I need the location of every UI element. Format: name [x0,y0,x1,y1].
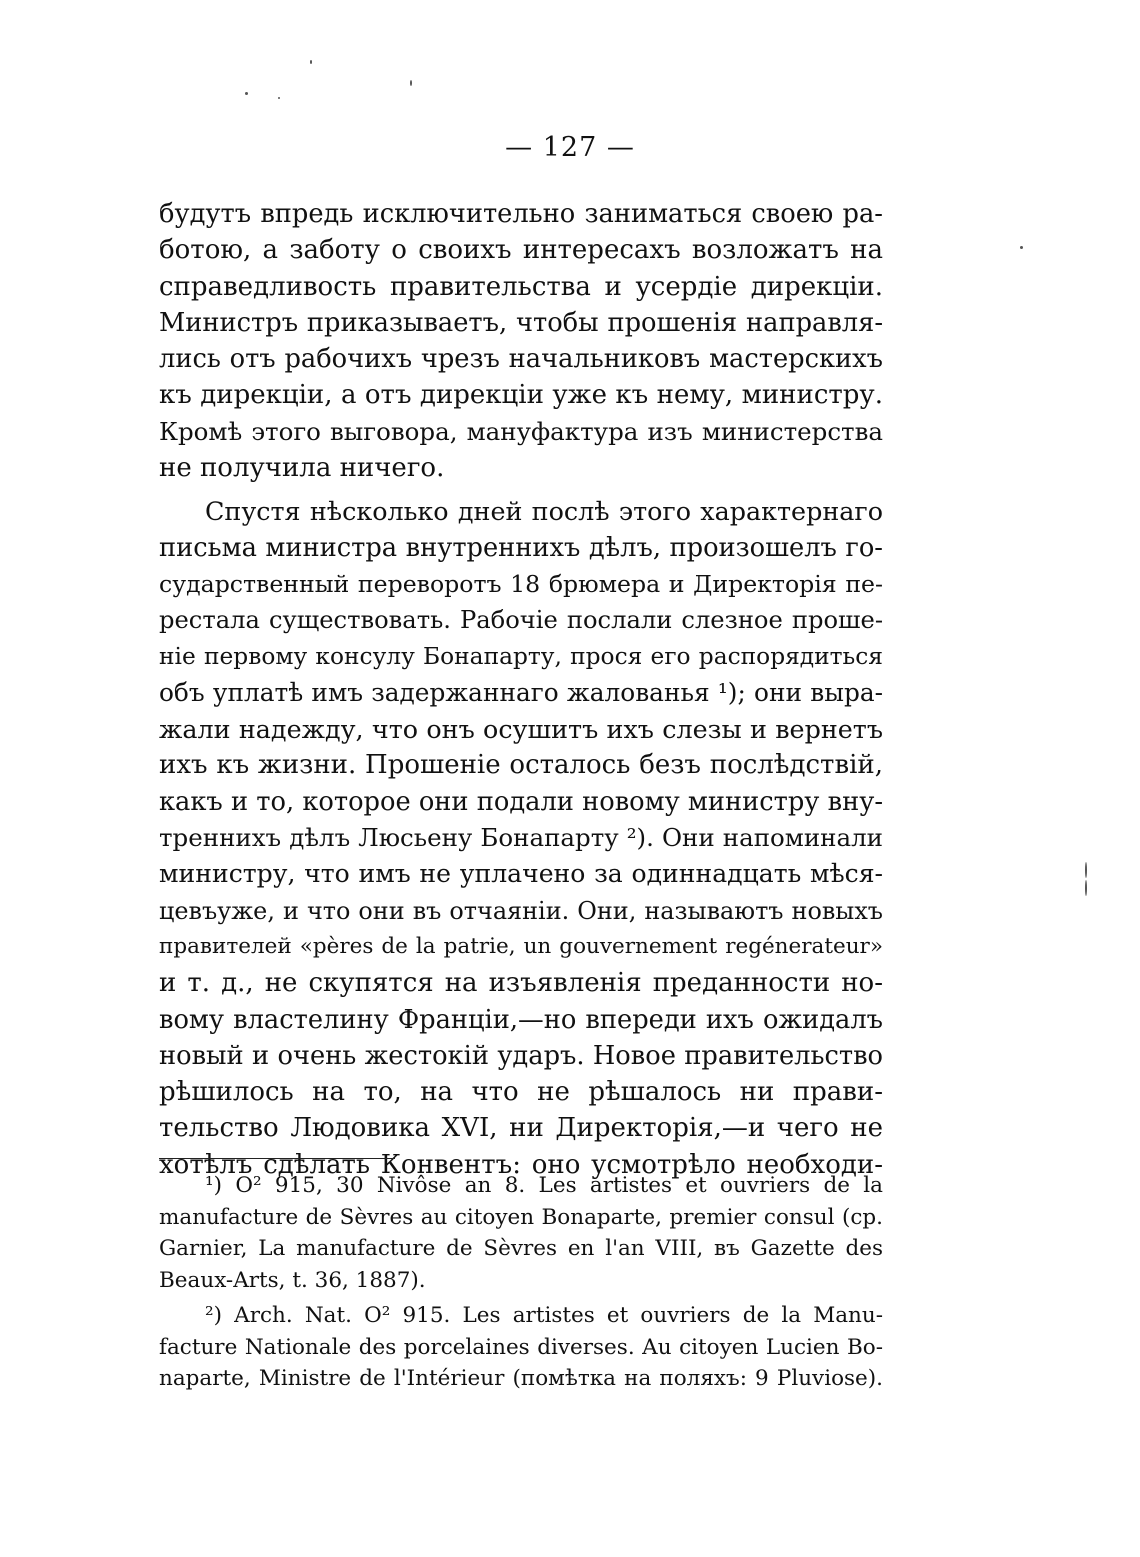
scan-speck [278,97,280,99]
footnote-2 [159,1300,883,1395]
text-line: треннихъ дѣлъ Люсьену Бонапарту ²). Они напоминали [159,823,883,853]
footnote-line: facture Nationale des porcelaines diverses. Au citoyen Lucien Bo- [159,1334,883,1360]
scan-speck [1085,880,1087,896]
text-line: вому властелину Франціи,—но впереди ихъ ожидалъ [159,1004,883,1035]
text-line: лись отъ рабочихъ чрезъ начальниковъ мастерскихъ [159,344,883,375]
text-line: къ дирекціи, а отъ дирекціи уже къ нему, министру. [159,380,883,411]
scan-speck [1085,862,1087,878]
text-line: не получила ничего. [159,453,445,484]
footnotes [159,1170,883,1395]
footnote-1 [159,1170,883,1296]
scan-speck [410,80,412,86]
text-line: будутъ впредь исключительно заниматься своею ра- [159,199,883,229]
text-line: Спустя нѣсколько дней послѣ этого характернаго [205,496,883,527]
text-line: ніе первому консулу Бонапарту, прося его распорядиться [159,642,883,670]
text-line: жали надежду, что онъ осушитъ ихъ слезы и вернетъ [159,714,883,745]
text-line: рѣшилось на то, на что не рѣшалось ни прави- [159,1077,883,1108]
footnote-line: ²) Arch. Nat. O² 915. Les artistes et ouvriers de la Manu- [205,1303,883,1328]
text-line: Кромѣ этого выговора, мануфактура изъ министерства [159,416,883,446]
text-line: тельство Людовика XVI, ни Директорія,—и чего не [159,1113,883,1144]
text-line: какъ и то, которое они подали новому министру вну- [159,786,883,817]
text-line: справедливость правительства и усердіе дирекціи. [159,271,883,302]
text-line: ихъ къ жизни. Прошеніе осталось безъ послѣдствій, [159,750,883,781]
text-line: рестала существовать. Рабочіе послали слезное проше- [159,606,883,635]
footnote-line: ¹) O² 915, 30 Nivôse an 8. Les artistes et ouvriers de la [205,1173,883,1198]
text-line: министру, что имъ не уплачено за одиннадцать мѣся- [159,859,883,889]
text-line: правителей «pères de la patrie, un gouvernement regénerateur» [159,933,883,959]
text-line: письма министра внутреннихъ дѣлъ, произошелъ го- [159,532,883,563]
paragraph-2 [159,493,883,1183]
footnote-line: manufacture de Sèvres au citoyen Bonaparte, premier consul (cp. [159,1204,883,1230]
text-line: и т. д., не скупятся на изъявленія преданности но- [159,968,883,999]
text-line: хотѣлъ сдѣлать Конвентъ: оно усмотрѣло необходи- [159,1149,883,1180]
text-line: сударственный переворотъ 18 брюмера и Директорія пе- [159,569,883,598]
paragraph-gap [159,486,883,493]
scan-speck [245,92,248,95]
footnote-line: Garnier, La manufacture de Sèvres en l'an VIII, въ Gazette des [159,1236,883,1261]
footnote-line: Beaux-Arts, t. 36, 1887). [159,1267,426,1293]
text-line: объ уплатѣ имъ задержаннаго жалованья ¹); они выра- [159,677,883,707]
text-line: ботою, а заботу о своихъ интересахъ возложатъ на [159,235,883,266]
text-line: Министръ приказываетъ, чтобы прошенія направля- [159,307,883,338]
scan-speck [310,60,312,64]
footnote-divider [159,1158,395,1159]
paragraph-1 [159,196,883,486]
main-text [159,196,883,1183]
footnote-line: naparte, Ministre de l'Intérieur (помѣтка на поляхъ: 9 Pluviose). [159,1366,883,1391]
page-number: — 127 — [505,132,635,163]
text-line: новый и очень жестокій ударъ. Новое правительство [159,1040,883,1071]
scan-speck [1020,246,1023,249]
text-line: цевъуже, и что они въ отчаяніи. Они, называютъ новыхъ [159,896,883,925]
